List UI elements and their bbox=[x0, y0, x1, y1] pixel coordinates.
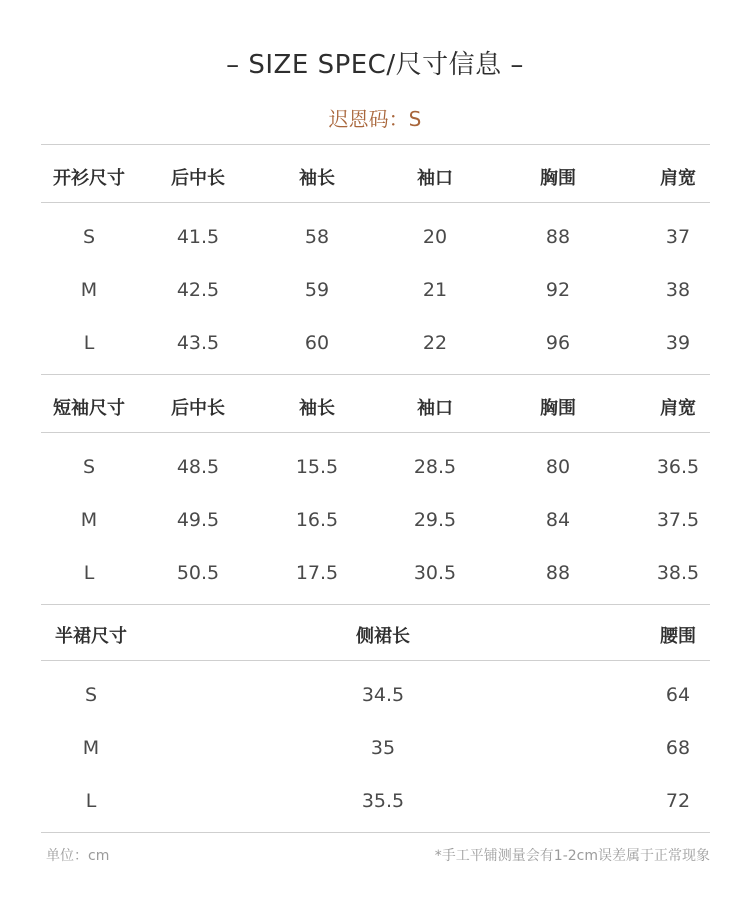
size-code-subtitle: 迟恩码：S bbox=[328, 107, 422, 131]
divider bbox=[41, 660, 710, 661]
table-cell: 64 bbox=[665, 684, 691, 706]
header-cell: 袖长 bbox=[299, 398, 335, 419]
table-cell: 50.5 bbox=[176, 562, 220, 584]
header-cell: 袖口 bbox=[417, 168, 453, 189]
table-cell: 35.5 bbox=[361, 790, 405, 812]
header-cell: 肩宽 bbox=[660, 398, 696, 419]
table-cell: 21 bbox=[422, 279, 448, 301]
header-cell: 后中长 bbox=[171, 398, 225, 419]
header-cell: 开衫尺寸 bbox=[53, 168, 125, 189]
divider bbox=[41, 144, 710, 145]
table-cell: 96 bbox=[545, 332, 571, 354]
header-cell: 后中长 bbox=[171, 168, 225, 189]
table-cell: 30.5 bbox=[413, 562, 457, 584]
table-cell: 34.5 bbox=[361, 684, 405, 706]
table-cell: 84 bbox=[545, 509, 571, 531]
size-cell: M bbox=[80, 279, 98, 301]
page-title: – SIZE SPEC/尺寸信息 – bbox=[226, 50, 524, 80]
header-cell: 侧裙长 bbox=[356, 626, 410, 647]
table-cell: 17.5 bbox=[295, 562, 339, 584]
size-cell: S bbox=[82, 226, 96, 248]
divider bbox=[41, 374, 710, 375]
table-cell: 60 bbox=[304, 332, 330, 354]
table-cell: 68 bbox=[665, 737, 691, 759]
table-cell: 72 bbox=[665, 790, 691, 812]
header-cell: 胸围 bbox=[540, 168, 576, 189]
measurement-note: *手工平铺测量会有1-2cm误差属于正常现象 bbox=[434, 848, 710, 864]
divider bbox=[41, 832, 710, 833]
size-cell: L bbox=[83, 332, 95, 354]
header-cell: 短袖尺寸 bbox=[53, 398, 125, 419]
size-cell: S bbox=[84, 684, 98, 706]
table-cell: 43.5 bbox=[176, 332, 220, 354]
table-cell: 41.5 bbox=[176, 226, 220, 248]
table-cell: 16.5 bbox=[295, 509, 339, 531]
table-cell: 42.5 bbox=[176, 279, 220, 301]
divider bbox=[41, 604, 710, 605]
table-cell: 22 bbox=[422, 332, 448, 354]
table-cell: 88 bbox=[545, 226, 571, 248]
unit-note: 单位：cm bbox=[46, 848, 110, 864]
table-cell: 36.5 bbox=[656, 456, 700, 478]
table-cell: 80 bbox=[545, 456, 571, 478]
table-cell: 38 bbox=[665, 279, 691, 301]
header-cell: 胸围 bbox=[540, 398, 576, 419]
table-cell: 39 bbox=[665, 332, 691, 354]
table-cell: 28.5 bbox=[413, 456, 457, 478]
divider bbox=[41, 202, 710, 203]
table-cell: 58 bbox=[304, 226, 330, 248]
size-cell: M bbox=[80, 509, 98, 531]
table-cell: 20 bbox=[422, 226, 448, 248]
table-cell: 15.5 bbox=[295, 456, 339, 478]
header-cell: 腰围 bbox=[660, 626, 696, 647]
table-cell: 59 bbox=[304, 279, 330, 301]
size-cell: S bbox=[82, 456, 96, 478]
table-cell: 37 bbox=[665, 226, 691, 248]
size-cell: L bbox=[83, 562, 95, 584]
table-cell: 38.5 bbox=[656, 562, 700, 584]
table-cell: 37.5 bbox=[656, 509, 700, 531]
table-cell: 88 bbox=[545, 562, 571, 584]
header-cell: 袖口 bbox=[417, 398, 453, 419]
table-cell: 49.5 bbox=[176, 509, 220, 531]
size-cell: L bbox=[85, 790, 97, 812]
table-cell: 48.5 bbox=[176, 456, 220, 478]
table-cell: 35 bbox=[370, 737, 396, 759]
divider bbox=[41, 432, 710, 433]
header-cell: 半裙尺寸 bbox=[55, 626, 127, 647]
header-cell: 肩宽 bbox=[660, 168, 696, 189]
table-cell: 92 bbox=[545, 279, 571, 301]
table-cell: 29.5 bbox=[413, 509, 457, 531]
header-cell: 袖长 bbox=[299, 168, 335, 189]
size-cell: M bbox=[82, 737, 100, 759]
